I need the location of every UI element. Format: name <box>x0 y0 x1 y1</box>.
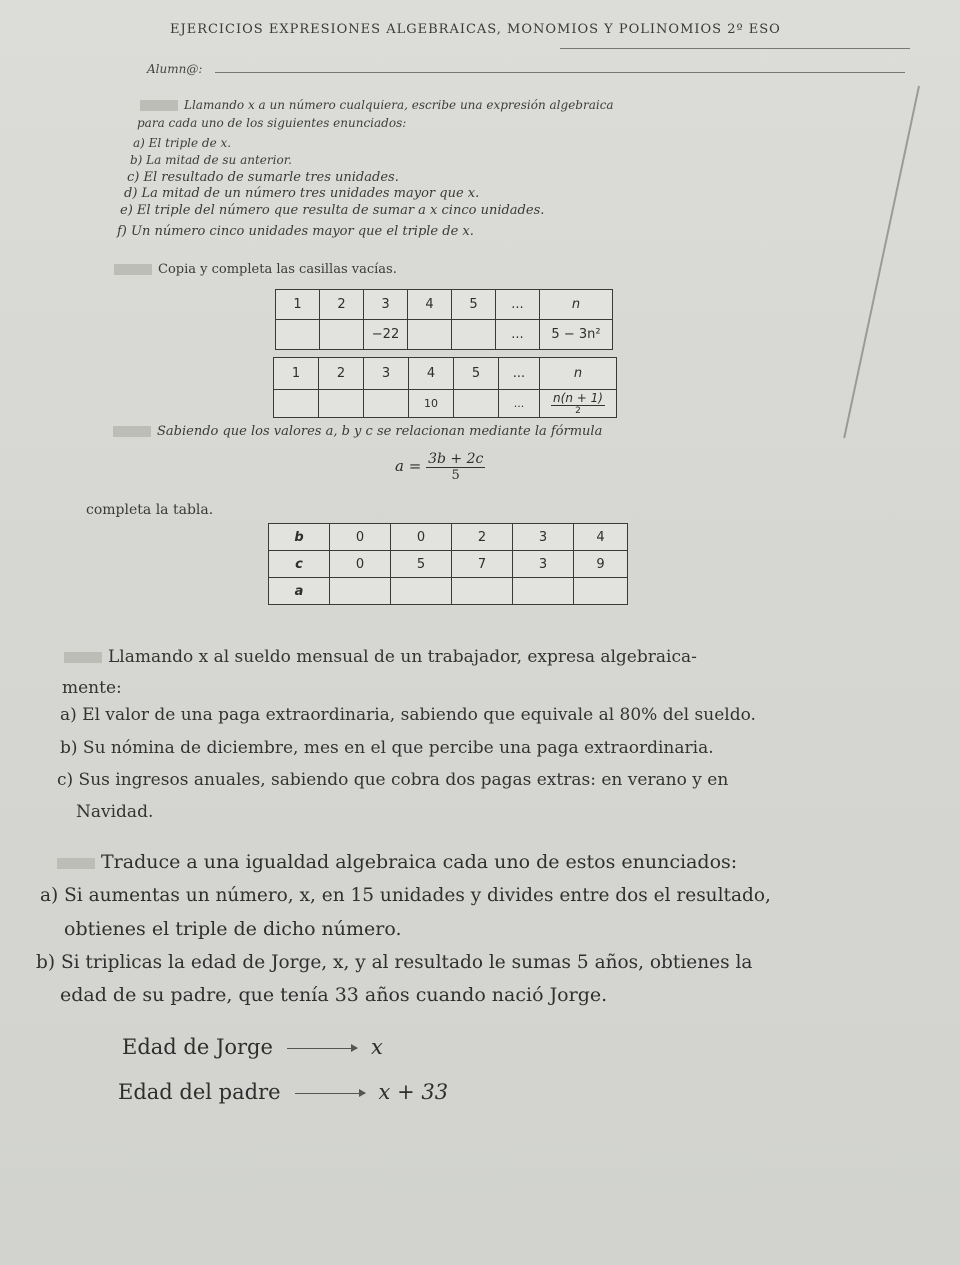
ex5-item-a-cont: obtienes el triple de dicho número. <box>64 918 402 940</box>
ex1-item-e: e) El triple del número que resulta de sumar a x cinco unidades. <box>120 203 545 218</box>
ex4-item-c-cont: Navidad. <box>76 802 154 822</box>
t2-header-cell: 3 <box>364 358 409 390</box>
t1-cell: −22 <box>364 320 408 350</box>
ex3-cell <box>330 578 391 605</box>
ex3-row-label: c <box>269 551 330 578</box>
ex5-intro: Traduce a una igualdad algebraica cada uno de estos enunciados: <box>57 851 737 873</box>
t1-header-cell: n <box>540 290 613 320</box>
ex3-cell: 7 <box>452 551 513 578</box>
t1-cell <box>452 320 496 350</box>
ex2-table-2 <box>273 357 617 418</box>
exercise-number-box <box>140 100 178 111</box>
ex3-cell: 0 <box>330 524 391 551</box>
ex3-row-label: b <box>269 524 330 551</box>
ex4-intro-cont: mente: <box>62 678 122 698</box>
t2-cell: ... <box>499 390 540 418</box>
ex3-cell <box>574 578 628 605</box>
ex3-cell <box>452 578 513 605</box>
ex1-item-c: c) El resultado de sumarle tres unidades. <box>127 170 399 185</box>
t2-header-cell: ... <box>499 358 540 390</box>
exercise-number-box <box>113 426 151 437</box>
ex3-cell: 9 <box>574 551 628 578</box>
ex3-intro: Sabiendo que los valores a, b y c se relacionan mediante la fórmula <box>113 424 602 439</box>
ex3-cell: 4 <box>574 524 628 551</box>
arrow-icon <box>295 1093 365 1094</box>
worksheet-title: EJERCICIOS EXPRESIONES ALGEBRAICAS, MONOMIOS Y POLINOMIOS 2º ESO <box>170 22 781 37</box>
ex3-formula: a = $\frac{3b + 2c}{5}$ <box>395 451 484 483</box>
student-label: Alumn@: <box>147 62 203 76</box>
ex3-complete-label: completa la tabla. <box>86 502 214 518</box>
ex3-cell <box>391 578 452 605</box>
t1-header-cell: 2 <box>320 290 364 320</box>
ex1-intro-cont: para cada uno de los siguientes enunciados: <box>137 116 407 130</box>
ex3-cell: 3 <box>513 524 574 551</box>
ex2-instruction: Copia y completa las casillas vacías. <box>114 262 397 277</box>
ex3-cell: 5 <box>391 551 452 578</box>
ex5-item-a: a) Si aumentas un número, x, en 15 unidades y divides entre dos el resultado, <box>40 885 771 906</box>
paper-fold <box>843 86 920 439</box>
ex4-item-b: b) Su nómina de diciembre, mes en el que percibe una paga extraordinaria. <box>60 738 714 758</box>
ex3-row-label: a <box>269 578 330 605</box>
student-name-line <box>215 72 905 73</box>
t1-cell: ... <box>496 320 540 350</box>
ex3-cell: 0 <box>391 524 452 551</box>
ex4-intro: Llamando x al sueldo mensual de un trabajador, expresa algebraica- <box>64 647 697 667</box>
exercise-number-box <box>57 858 95 869</box>
ex1-item-b: b) La mitad de su anterior. <box>130 153 292 167</box>
ex3-cell <box>513 578 574 605</box>
ex3-cell: 0 <box>330 551 391 578</box>
t2-header-cell: 5 <box>454 358 499 390</box>
ex5-item-b: b) Si triplicas la edad de Jorge, x, y al resultado le sumas 5 años, obtienes la <box>36 952 753 973</box>
t2-cell <box>364 390 409 418</box>
ex3-cell: 2 <box>452 524 513 551</box>
t2-cell <box>274 390 319 418</box>
t2-header-cell: 4 <box>409 358 454 390</box>
t1-header-cell: 4 <box>408 290 452 320</box>
t1-header-cell: ... <box>496 290 540 320</box>
arrow-icon <box>287 1048 357 1049</box>
t2-cell <box>454 390 499 418</box>
ex2-table-1 <box>275 289 613 350</box>
ex4-item-a: a) El valor de una paga extraordinaria, sabiendo que equivale al 80% del sueldo. <box>60 705 756 725</box>
ex3-cell: 3 <box>513 551 574 578</box>
t1-header-cell: 5 <box>452 290 496 320</box>
exercise-number-box <box>64 652 102 663</box>
t1-header-cell: 3 <box>364 290 408 320</box>
t2-header-cell: n <box>540 358 617 390</box>
t1-header-cell: 1 <box>276 290 320 320</box>
ex5-row-jorge: Edad de Jorge x <box>122 1035 383 1059</box>
t2-header-cell: 1 <box>274 358 319 390</box>
ex1-item-a: a) El triple de x. <box>133 136 232 150</box>
t2-cell: 10 <box>409 390 454 418</box>
ex5-row-padre: Edad del padre x + 33 <box>118 1080 449 1104</box>
ex4-item-c: c) Sus ingresos anuales, sabiendo que cobra dos pagas extras: en verano y en <box>57 770 729 790</box>
ex5-item-b-cont: edad de su padre, que tenía 33 años cuando nació Jorge. <box>60 984 608 1006</box>
t1-cell: 5 − 3n² <box>540 320 613 350</box>
title-underline <box>560 48 910 49</box>
t2-header-cell: 2 <box>319 358 364 390</box>
t1-cell <box>276 320 320 350</box>
ex1-item-f: f) Un número cinco unidades mayor que el triple de x. <box>117 224 474 239</box>
t2-formula: $\frac{n(n + 1)}{2}$ <box>553 391 603 416</box>
ex1-item-d: d) La mitad de un número tres unidades mayor que x. <box>124 186 480 201</box>
exercise-number-box <box>114 264 152 275</box>
ex1-intro: Llamando x a un número cualquiera, escribe una expresión algebraica <box>140 98 614 112</box>
t1-cell <box>320 320 364 350</box>
t2-cell <box>319 390 364 418</box>
t1-cell <box>408 320 452 350</box>
ex3-table <box>268 523 628 605</box>
t2-formula-cell <box>540 390 617 418</box>
